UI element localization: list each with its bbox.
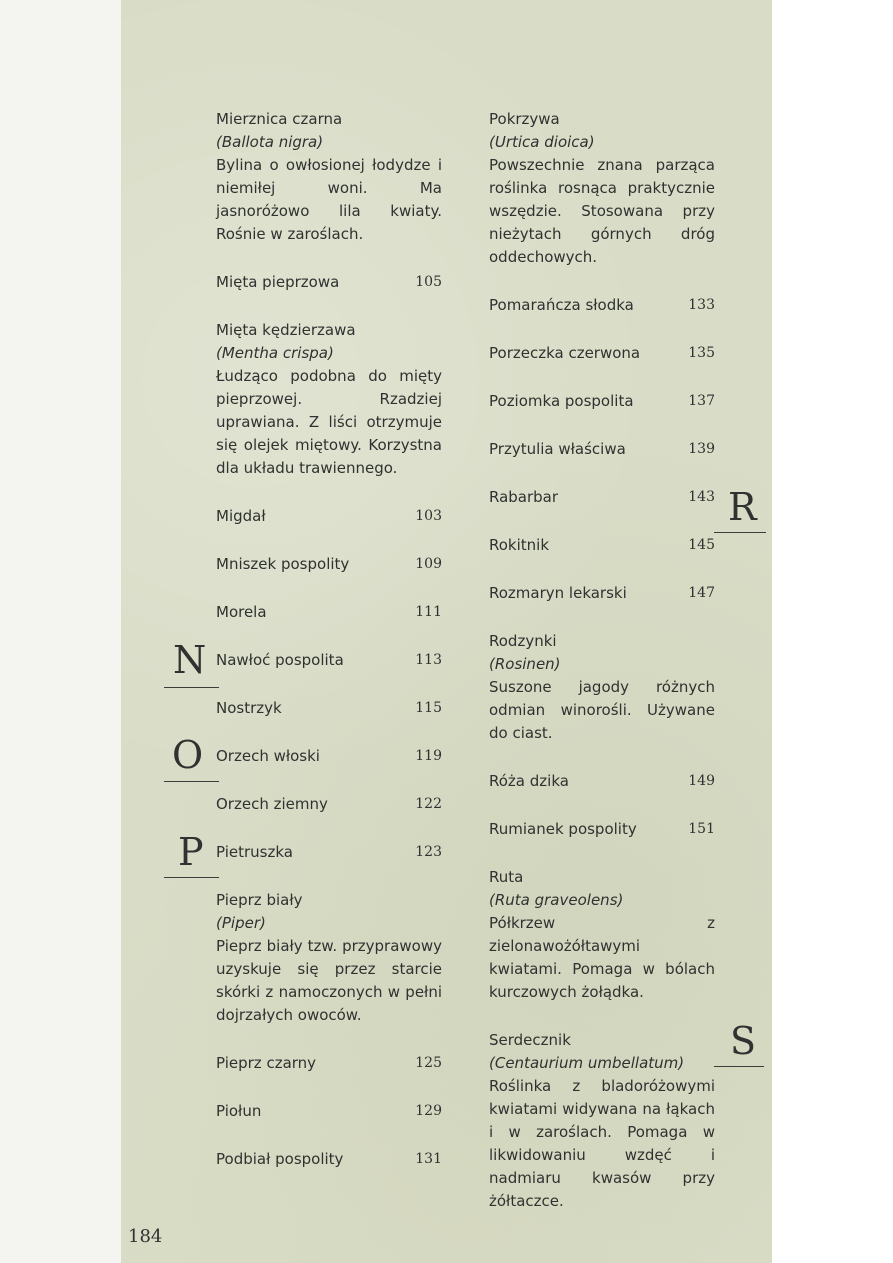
index-entry — [216, 841, 442, 864]
section-letter-o: O — [172, 733, 204, 777]
entry-latin-name: (Mentha crispa) — [216, 344, 334, 362]
section-letter-p: P — [178, 830, 204, 874]
entry-name: Rokitnik — [489, 536, 550, 554]
entry-latin-name: (Rosinen) — [489, 655, 561, 673]
entry-name: Serdecznik — [489, 1031, 571, 1049]
entry-row — [489, 534, 715, 557]
entry-row — [489, 390, 715, 413]
entry-name: Nawłoć pospolita — [216, 651, 344, 669]
entry-row — [489, 438, 715, 461]
entry-latin-name: (Ruta graveolens) — [489, 891, 624, 909]
entry-row — [216, 1100, 442, 1123]
entry-name: Pieprz biały — [216, 891, 303, 909]
index-entry — [216, 1100, 442, 1123]
entry-latin-name: (Centaurium umbellatum) — [489, 1054, 685, 1072]
entry-page-number: 133 — [688, 297, 715, 313]
entry-row — [216, 1052, 442, 1075]
entry-row — [216, 1148, 442, 1171]
entry-name: Róża dzika — [489, 772, 569, 790]
index-entry — [216, 649, 442, 672]
index-entry — [489, 630, 715, 745]
page-number: 184 — [128, 1226, 163, 1247]
index-entry — [216, 697, 442, 720]
index-entry — [489, 770, 715, 793]
entry-page-number: 123 — [415, 844, 442, 860]
entry-page-number: 137 — [688, 393, 715, 409]
entry-row — [489, 770, 715, 793]
entry-name: Nostrzyk — [216, 699, 282, 717]
entry-name: Orzech włoski — [216, 747, 320, 765]
entry-page-number: 125 — [415, 1055, 442, 1071]
index-entry — [216, 1052, 442, 1075]
entry-page-number: 139 — [688, 441, 715, 457]
entry-row — [489, 582, 715, 605]
entry-page-number: 109 — [415, 556, 442, 572]
entry-row — [216, 649, 442, 672]
entry-name: Mierznica czarna — [216, 110, 343, 128]
index-entry — [216, 745, 442, 768]
entry-name: Podbiał pospolity — [216, 1150, 344, 1168]
section-divider-r — [714, 532, 766, 533]
index-entry — [489, 582, 715, 605]
entry-name: Rumianek pospolity — [489, 820, 637, 838]
entry-page-number: 131 — [415, 1151, 442, 1167]
entry-name: Pokrzywa — [489, 110, 560, 128]
page-margin — [0, 0, 121, 1263]
index-entry — [216, 271, 442, 294]
entry-description: Suszone jagody różnych odmian winorośli. Używane do ciast. — [489, 678, 715, 742]
entry-description: Powszechnie znana parząca roślinka rosnąca praktycznie wszędzie. Stosowana przy nieżytach górnych dróg oddechowych. — [489, 156, 715, 266]
entry-row — [216, 553, 442, 576]
index-entry — [216, 889, 442, 1027]
index-entry — [216, 108, 442, 246]
entry-page-number: 111 — [415, 604, 442, 620]
index-entry — [489, 866, 715, 1004]
entry-page-number: 149 — [688, 773, 715, 789]
index-entry — [489, 390, 715, 413]
entry-latin-name: (Ballota nigra) — [216, 133, 324, 151]
entry-row — [489, 342, 715, 365]
entry-row — [489, 818, 715, 841]
index-column-left — [216, 108, 442, 1196]
index-entry — [216, 793, 442, 816]
entry-row — [216, 601, 442, 624]
index-entry — [216, 505, 442, 528]
index-entry — [489, 818, 715, 841]
entry-page-number: 119 — [415, 748, 442, 764]
entry-name: Mięta kędzierzawa — [216, 321, 356, 339]
entry-description: Półkrzew z zielonawożółtawymi kwiatami. Pomaga w bólach kurczowych żołądka. — [489, 914, 715, 1001]
section-letter-n: N — [173, 638, 207, 682]
entry-page-number: 143 — [688, 489, 715, 505]
entry-description: Pieprz biały tzw. przyprawowy uzyskuje się przez starcie skórki z namoczonych w pełni dojrzałych owoców. — [216, 937, 442, 1024]
entry-row — [216, 745, 442, 768]
entry-name: Porzeczka czerwona — [489, 344, 641, 362]
entry-name: Mięta pieprzowa — [216, 273, 340, 291]
entry-row — [489, 294, 715, 317]
entry-row — [216, 841, 442, 864]
index-column-right — [489, 108, 715, 1238]
entry-name: Pietruszka — [216, 843, 293, 861]
index-entry — [489, 342, 715, 365]
index-entry — [489, 108, 715, 269]
section-divider-s — [714, 1066, 764, 1067]
entry-page-number: 147 — [688, 585, 715, 601]
index-entry — [489, 1029, 715, 1213]
entry-name: Rodzynki — [489, 632, 557, 650]
entry-name: Migdał — [216, 507, 266, 525]
index-entry — [489, 294, 715, 317]
entry-name: Pieprz czarny — [216, 1054, 317, 1072]
entry-description: Bylina o owłosionej łodydze i niemiłej woni. Ma jasnoróżowo lila kwiaty. Rośnie w zaroślach. — [216, 156, 442, 243]
entry-name: Rozmaryn lekarski — [489, 584, 627, 602]
entry-latin-name: (Piper) — [216, 914, 266, 932]
index-entry — [216, 1148, 442, 1171]
section-divider-n — [164, 687, 219, 688]
entry-name: Orzech ziemny — [216, 795, 328, 813]
index-entry — [216, 601, 442, 624]
entry-page-number: 129 — [415, 1103, 442, 1119]
entry-row — [216, 271, 442, 294]
entry-name: Przytulia właściwa — [489, 440, 626, 458]
entry-name: Piołun — [216, 1102, 262, 1120]
section-divider-p — [164, 877, 219, 878]
index-entry — [216, 553, 442, 576]
section-letter-s: S — [730, 1019, 757, 1063]
entry-page-number: 115 — [415, 700, 442, 716]
entry-page-number: 122 — [415, 796, 442, 812]
entry-page-number: 103 — [415, 508, 442, 524]
entry-row — [216, 793, 442, 816]
index-entry — [489, 534, 715, 557]
entry-row — [489, 486, 715, 509]
entry-name: Pomarańcza słodka — [489, 296, 634, 314]
entry-latin-name: (Urtica dioica) — [489, 133, 595, 151]
section-divider-o — [164, 781, 219, 782]
index-entry — [489, 438, 715, 461]
entry-name: Poziomka pospolita — [489, 392, 634, 410]
entry-page-number: 145 — [688, 537, 715, 553]
index-entry — [216, 319, 442, 480]
entry-description: Łudząco podobna do mięty pieprzowej. Rzadziej uprawiana. Z liści otrzymuje się olejek miętowy. Korzystna dla układu trawiennego. — [216, 367, 442, 477]
section-letter-r: R — [728, 485, 757, 529]
entry-name: Mniszek pospolity — [216, 555, 350, 573]
entry-page-number: 135 — [688, 345, 715, 361]
entry-name: Rabarbar — [489, 488, 559, 506]
entry-name: Morela — [216, 603, 267, 621]
entry-description: Roślinka z bladoróżowymi kwiatami widywana na łąkach i w zaroślach. Pomaga w likwidowaniu wzdęć i nadmiaru kwasów przy żółtaczce. — [489, 1077, 715, 1210]
index-entry — [489, 486, 715, 509]
entry-row — [216, 697, 442, 720]
entry-name: Ruta — [489, 868, 524, 886]
entry-page-number: 151 — [688, 821, 715, 837]
entry-page-number: 113 — [415, 652, 442, 668]
entry-row — [216, 505, 442, 528]
entry-page-number: 105 — [415, 274, 442, 290]
